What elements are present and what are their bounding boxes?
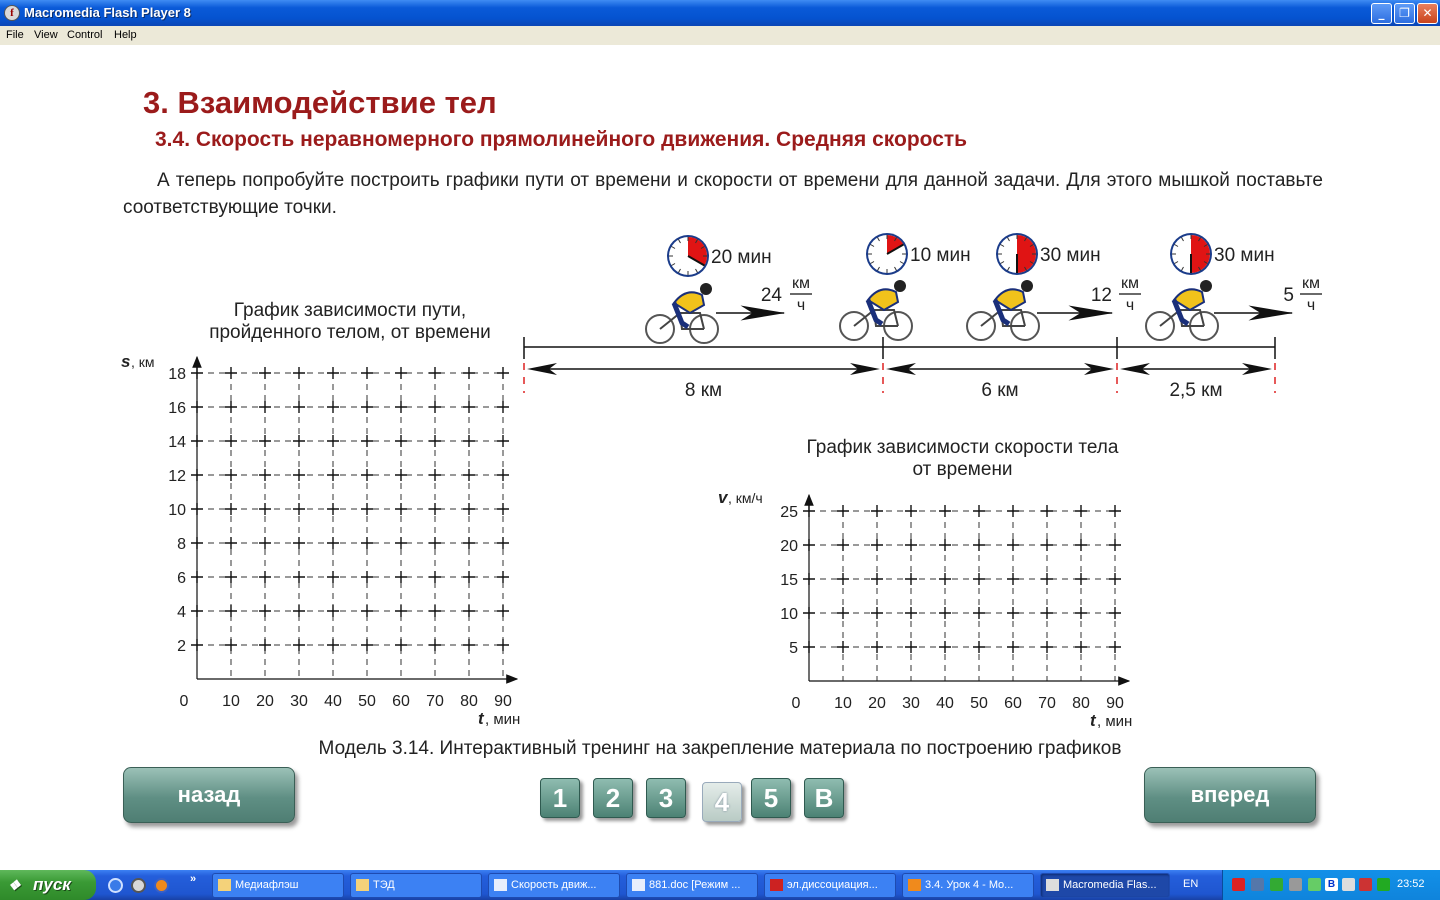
speed_graph-x-tick-label: 90: [1106, 695, 1124, 712]
speed_graph-x-tick-label: 20: [868, 695, 886, 712]
path_graph-grid-cross: [463, 503, 475, 515]
path_graph-grid-cross: [293, 503, 305, 515]
path_graph-grid-cross: [497, 605, 509, 617]
flash-content: [0, 45, 1440, 870]
speed_graph-y-tick-label: 10: [780, 606, 798, 623]
speed_graph-x-tick-label: 60: [1004, 695, 1022, 712]
path_graph-y-tick-label: 18: [168, 366, 186, 383]
speed_graph-grid-cross: [1007, 505, 1019, 517]
speed_graph-grid-cross: [939, 607, 951, 619]
path_graph-grid-cross: [463, 469, 475, 481]
path_graph-grid-cross: [429, 401, 441, 413]
path_graph-grid-cross: [225, 367, 237, 379]
speed_graph-grid-cross: [1041, 641, 1053, 653]
taskbar: [0, 870, 1440, 900]
path_graph-grid-cross: [259, 639, 271, 651]
taskbar-task-7[interactable]: [1040, 873, 1170, 898]
speed_graph-grid-cross: [973, 539, 985, 551]
word-doc-icon: [632, 879, 645, 891]
page-button-2[interactable]: 2: [593, 778, 633, 818]
path_graph-grid-cross: [327, 571, 339, 583]
path_graph-x-symbol: t: [478, 709, 484, 728]
speed_graph-x-tick-label: 80: [1072, 695, 1090, 712]
speed_graph-y-tick-label: 25: [780, 504, 798, 521]
stop-duration-label: 30 мин: [1214, 245, 1275, 266]
speed_graph-x-tick-label: 70: [1038, 695, 1056, 712]
path_graph-grid-cross: [225, 537, 237, 549]
taskbar-task-label: эл.диссоциация...: [787, 879, 878, 891]
path_graph-grid-cross: [327, 503, 339, 515]
speed-unit-denominator: ч: [1125, 297, 1135, 314]
page-button-5[interactable]: 5: [751, 778, 791, 818]
path_graph-grid-cross: [259, 469, 271, 481]
path_graph-grid-cross: [225, 469, 237, 481]
speed_graph-grid-cross: [973, 505, 985, 517]
path_graph-x-tick-label: 10: [222, 693, 240, 710]
speed_graph-grid-cross: [939, 539, 951, 551]
path_graph-x-unit: , мин: [485, 711, 521, 728]
speed_graph-grid-cross: [871, 607, 883, 619]
path_graph-grid-cross: [497, 639, 509, 651]
path_graph-grid-cross: [463, 435, 475, 447]
menu-control[interactable]: Control: [67, 29, 103, 41]
speed_graph-grid-cross: [905, 573, 917, 585]
back-button[interactable]: назад: [123, 767, 295, 823]
page-button-6[interactable]: В: [804, 778, 844, 818]
speed_graph-grid-cross: [871, 539, 883, 551]
speed_graph-grid-cross: [939, 641, 951, 653]
speed_graph-x-tick-label: 40: [936, 695, 954, 712]
path_graph-grid-cross: [429, 571, 441, 583]
path_graph-grid-cross: [463, 605, 475, 617]
distance-label: 6 км: [981, 380, 1019, 401]
stop-duration-label: 20 мин: [711, 247, 772, 268]
path_graph-grid-cross: [293, 571, 305, 583]
speed_graph-grid-cross: [1109, 641, 1121, 653]
speed_graph-grid-cross: [1041, 607, 1053, 619]
path_graph-grid-cross: [429, 435, 441, 447]
path_graph-grid-cross: [225, 605, 237, 617]
speed_graph-grid-cross: [837, 607, 849, 619]
app-icon: [770, 879, 783, 891]
path_graph-grid-cross: [395, 605, 407, 617]
path_graph-x-tick-label: 80: [460, 693, 478, 710]
speed_graph-grid-cross: [1075, 607, 1087, 619]
path_graph-grid-cross: [361, 401, 373, 413]
taskbar-task-label: Медиафлэш: [235, 879, 299, 891]
path_graph-grid-cross: [463, 401, 475, 413]
graphs-and-route-scene: [0, 45, 1440, 870]
flash-icon: [1046, 879, 1059, 891]
folder-icon: [356, 879, 369, 891]
path_graph-grid-cross: [463, 537, 475, 549]
speed_graph-grid-cross: [939, 505, 951, 517]
speed-unit-denominator: ч: [1306, 297, 1316, 314]
path_graph-y-tick-label: 6: [177, 570, 186, 587]
speed_graph-grid-cross: [1007, 641, 1019, 653]
path_graph-grid-cross: [429, 469, 441, 481]
path_graph-grid-cross: [395, 367, 407, 379]
model-caption: Модель 3.14. Интерактивный тренинг на закрепление материала по построению графиков: [318, 738, 1122, 759]
volume-tray-icon[interactable]: [1342, 878, 1355, 891]
speed_graph-grid-cross: [1041, 505, 1053, 517]
device-tray-icon[interactable]: [1289, 878, 1302, 891]
page-button-3[interactable]: 3: [646, 778, 686, 818]
path_graph-y-tick-label: 4: [177, 604, 186, 621]
path_graph-grid-cross: [361, 571, 373, 583]
taskbar-task-5[interactable]: [764, 873, 896, 898]
path_graph-x-tick-label: 30: [290, 693, 308, 710]
speed-unit-numerator: км: [792, 275, 810, 292]
path_graph-grid-cross: [293, 401, 305, 413]
path_graph-grid-cross: [327, 367, 339, 379]
speed_graph-grid-cross: [837, 539, 849, 551]
path_graph-grid-cross: [293, 367, 305, 379]
speed_graph-y-symbol: v: [718, 488, 728, 507]
path_graph-grid-cross: [361, 367, 373, 379]
speed_graph-y-tick-label: 5: [789, 640, 798, 657]
taskbar-task-1[interactable]: [212, 873, 344, 898]
speed_graph-grid-cross: [837, 573, 849, 585]
start-button[interactable]: [0, 870, 96, 900]
path_graph-grid-cross: [327, 537, 339, 549]
path_graph-y-tick-label: 2: [177, 638, 186, 655]
path_graph-grid-cross: [361, 435, 373, 447]
word-doc-icon: [494, 879, 507, 891]
path_graph-grid-cross: [327, 605, 339, 617]
taskbar-task-label: Macromedia Flas...: [1063, 879, 1157, 891]
path_graph-grid-cross: [463, 639, 475, 651]
path_graph-grid-cross: [259, 571, 271, 583]
speed_graph-y-tick-label: 15: [780, 572, 798, 589]
taskbar-task-6[interactable]: [902, 873, 1034, 898]
speed_graph-grid-cross: [871, 573, 883, 585]
window-title: Macromedia Flash Player 8: [24, 5, 191, 20]
start-label: пуск: [33, 875, 71, 894]
app-tray-icon[interactable]: [1270, 878, 1283, 891]
path_graph-grid-cross: [429, 639, 441, 651]
taskbar-task-2[interactable]: [350, 873, 482, 898]
speed_graph-grid-cross: [905, 641, 917, 653]
path_graph-grid-cross: [497, 469, 509, 481]
path_graph-y-tick-label: 8: [177, 536, 186, 553]
speed_graph-grid-cross: [939, 573, 951, 585]
opera-tray-icon[interactable]: [1359, 878, 1372, 891]
cyclist-icon: [646, 283, 718, 343]
path_graph-grid-cross: [225, 571, 237, 583]
path_graph-grid-cross: [327, 435, 339, 447]
path_graph-grid-cross: [497, 401, 509, 413]
path_graph-x-tick-label: 40: [324, 693, 342, 710]
path_graph-x-tick-label: 20: [256, 693, 274, 710]
path_graph-grid-cross: [463, 367, 475, 379]
path_graph-grid-cross: [429, 605, 441, 617]
speed_graph-grid-cross: [905, 505, 917, 517]
path_graph-grid-cross: [259, 435, 271, 447]
speed_graph-grid-cross: [1075, 539, 1087, 551]
speed_graph-grid-cross: [1041, 573, 1053, 585]
window-title-bar: [0, 0, 1440, 26]
path_graph-grid-cross: [497, 367, 509, 379]
speed_graph-grid-cross: [973, 607, 985, 619]
speed_graph-grid-cross: [1007, 573, 1019, 585]
distance-label: 2,5 км: [1169, 380, 1223, 401]
distance-label: 8 км: [684, 380, 723, 401]
speed_graph-grid-cross: [973, 573, 985, 585]
path_graph-origin-label: 0: [179, 693, 189, 710]
taskbar-task-3[interactable]: [488, 873, 620, 898]
speed-unit-denominator: ч: [796, 297, 806, 314]
speed_graph-y-tick-label: 20: [780, 538, 798, 555]
page-button-1[interactable]: 1: [540, 778, 580, 818]
speed_graph-grid-cross: [871, 641, 883, 653]
taskbar-task-label: ТЭД: [373, 879, 395, 891]
taskbar-task-label: 3.4. Урок 4 - Mo...: [925, 879, 1014, 891]
path_graph-grid-cross: [293, 469, 305, 481]
path_graph-grid-cross: [361, 639, 373, 651]
speed-unit-numerator: км: [1121, 275, 1139, 292]
path_graph-grid-cross: [429, 503, 441, 515]
speed_graph-grid-cross: [1075, 505, 1087, 517]
flash-player-icon[interactable]: f: [4, 5, 20, 21]
path_graph-grid-cross: [259, 605, 271, 617]
path_graph-y-unit: , км: [131, 354, 155, 370]
speed_graph-x-symbol: t: [1090, 711, 1096, 730]
path_graph-grid-cross: [259, 401, 271, 413]
page-title: 3. Взаимодействие тел: [143, 85, 497, 120]
firefox-quicklaunch-icon[interactable]: [154, 878, 169, 893]
path_graph-y-tick-label: 16: [168, 400, 186, 417]
path_graph-grid-cross: [395, 571, 407, 583]
speed-unit-numerator: км: [1302, 275, 1320, 292]
menu-bar: [0, 26, 1440, 45]
nvidia-tray-icon[interactable]: [1308, 878, 1321, 891]
maximize-button[interactable]: ❐: [1394, 3, 1415, 24]
path_graph-grid-cross: [361, 537, 373, 549]
speed-value: 5: [1283, 285, 1294, 306]
speed_graph-grid-cross: [1109, 505, 1121, 517]
speed_graph-grid-cross: [1109, 539, 1121, 551]
clock: 23:52: [1397, 878, 1425, 890]
speed_graph-grid-cross: [837, 505, 849, 517]
path_graph-grid-cross: [293, 537, 305, 549]
path-graph-title-line2: пройденного телом, от времени: [209, 322, 491, 343]
battery-tray-icon[interactable]: [1377, 878, 1390, 891]
stop-duration-label: 10 мин: [910, 245, 971, 266]
speed-graph-title-line2: от времени: [912, 459, 1013, 480]
path_graph-grid-cross: [497, 571, 509, 583]
stop-duration-label: 30 мин: [1040, 245, 1101, 266]
network-tray-icon[interactable]: [1251, 878, 1264, 891]
speed_graph-grid-cross: [905, 539, 917, 551]
path_graph-grid-cross: [225, 639, 237, 651]
path_graph-grid-cross: [361, 469, 373, 481]
path_graph-grid-cross: [395, 401, 407, 413]
speed_graph-origin-label: 0: [791, 695, 801, 712]
forward-button[interactable]: вперед: [1144, 767, 1316, 823]
ie-quicklaunch-icon[interactable]: [108, 878, 123, 893]
path_graph-grid-cross: [225, 503, 237, 515]
path_graph-grid-cross: [293, 639, 305, 651]
path_graph-y-tick-label: 14: [168, 434, 186, 451]
windows-flag-icon: ❖: [8, 877, 21, 893]
folder-icon: [218, 879, 231, 891]
intro-text: А теперь попробуйте построить графики пути от времени и скорости от времени для данной задачи. Для этого мышкой поставьте соответствующие точки.: [123, 170, 1323, 218]
path_graph-x-tick-label: 70: [426, 693, 444, 710]
firefox-icon: [908, 879, 921, 891]
minimize-button[interactable]: _: [1371, 3, 1392, 24]
path_graph-grid-cross: [225, 401, 237, 413]
speed_graph-grid-cross: [1075, 641, 1087, 653]
path_graph-grid-cross: [429, 367, 441, 379]
speed-value: 24: [760, 285, 782, 306]
speed_graph-grid-cross: [1007, 539, 1019, 551]
path_graph-grid-cross: [395, 469, 407, 481]
speed_graph-grid-cross: [1007, 607, 1019, 619]
speed_graph-y-unit: , км/ч: [728, 490, 763, 506]
menu-view[interactable]: View: [34, 29, 58, 41]
speed-value: 12: [1090, 285, 1112, 306]
speed_graph-grid-cross: [1041, 539, 1053, 551]
speed_graph-grid-cross: [905, 607, 917, 619]
path_graph-grid-cross: [259, 537, 271, 549]
path_graph-x-tick-label: 60: [392, 693, 410, 710]
path_graph-grid-cross: [293, 605, 305, 617]
path_graph-grid-cross: [259, 503, 271, 515]
path_graph-grid-cross: [327, 401, 339, 413]
bluetooth-tray-icon[interactable]: B: [1325, 878, 1338, 891]
menu-help[interactable]: Help: [114, 29, 137, 41]
speed_graph-x-tick-label: 10: [834, 695, 852, 712]
path_graph-grid-cross: [395, 435, 407, 447]
path_graph-grid-cross: [395, 503, 407, 515]
path_graph-grid-cross: [361, 605, 373, 617]
path_graph-grid-cross: [463, 571, 475, 583]
speed_graph-x-tick-label: 50: [970, 695, 988, 712]
path_graph-grid-cross: [395, 537, 407, 549]
path_graph-y-tick-label: 10: [168, 502, 186, 519]
page-button-4[interactable]: 4: [702, 782, 742, 822]
path-graph-title-line1: График зависимости пути,: [233, 300, 467, 321]
cyclist-icon: [967, 280, 1039, 340]
speed-graph-title-line1: График зависимости скорости тела: [806, 437, 1119, 458]
path_graph-grid-cross: [429, 537, 441, 549]
media-player-quicklaunch-icon[interactable]: [131, 878, 146, 893]
menu-file[interactable]: File: [6, 29, 24, 41]
path_graph-grid-cross: [361, 503, 373, 515]
path_graph-grid-cross: [327, 639, 339, 651]
speed_graph-grid-cross: [871, 505, 883, 517]
speed_graph-grid-cross: [1075, 573, 1087, 585]
path_graph-grid-cross: [497, 537, 509, 549]
path_graph-x-tick-label: 50: [358, 693, 376, 710]
taskbar-task-4[interactable]: [626, 873, 758, 898]
speed_graph-grid-cross: [837, 641, 849, 653]
speed_graph-grid-cross: [1109, 573, 1121, 585]
speed_graph-grid-cross: [973, 641, 985, 653]
path_graph-grid-cross: [497, 503, 509, 515]
path_graph-y-tick-label: 12: [168, 468, 186, 485]
quicklaunch-expand[interactable]: »: [190, 873, 197, 885]
path_graph-y-symbol: s: [121, 352, 131, 371]
cyclist-icon: [840, 280, 912, 340]
path_graph-grid-cross: [497, 435, 509, 447]
antivirus-tray-icon[interactable]: [1232, 878, 1245, 891]
path_graph-grid-cross: [293, 435, 305, 447]
cyclist-icon: [1146, 280, 1218, 340]
path_graph-grid-cross: [395, 639, 407, 651]
close-button[interactable]: ✕: [1417, 3, 1438, 24]
speed_graph-grid-cross: [1109, 607, 1121, 619]
page-subtitle: 3.4. Скорость неравномерного прямолинейного движения. Средняя скорость: [155, 128, 968, 151]
speed_graph-x-tick-label: 30: [902, 695, 920, 712]
taskbar-task-label: 881.doc [Режим ...: [649, 879, 741, 891]
speed_graph-x-unit: , мин: [1097, 713, 1133, 730]
path_graph-grid-cross: [327, 469, 339, 481]
taskbar-task-label: Скорость движ...: [511, 879, 597, 891]
path_graph-grid-cross: [225, 435, 237, 447]
path_graph-x-tick-label: 90: [494, 693, 512, 710]
path_graph-grid-cross: [259, 367, 271, 379]
language-indicator[interactable]: EN: [1183, 878, 1199, 890]
